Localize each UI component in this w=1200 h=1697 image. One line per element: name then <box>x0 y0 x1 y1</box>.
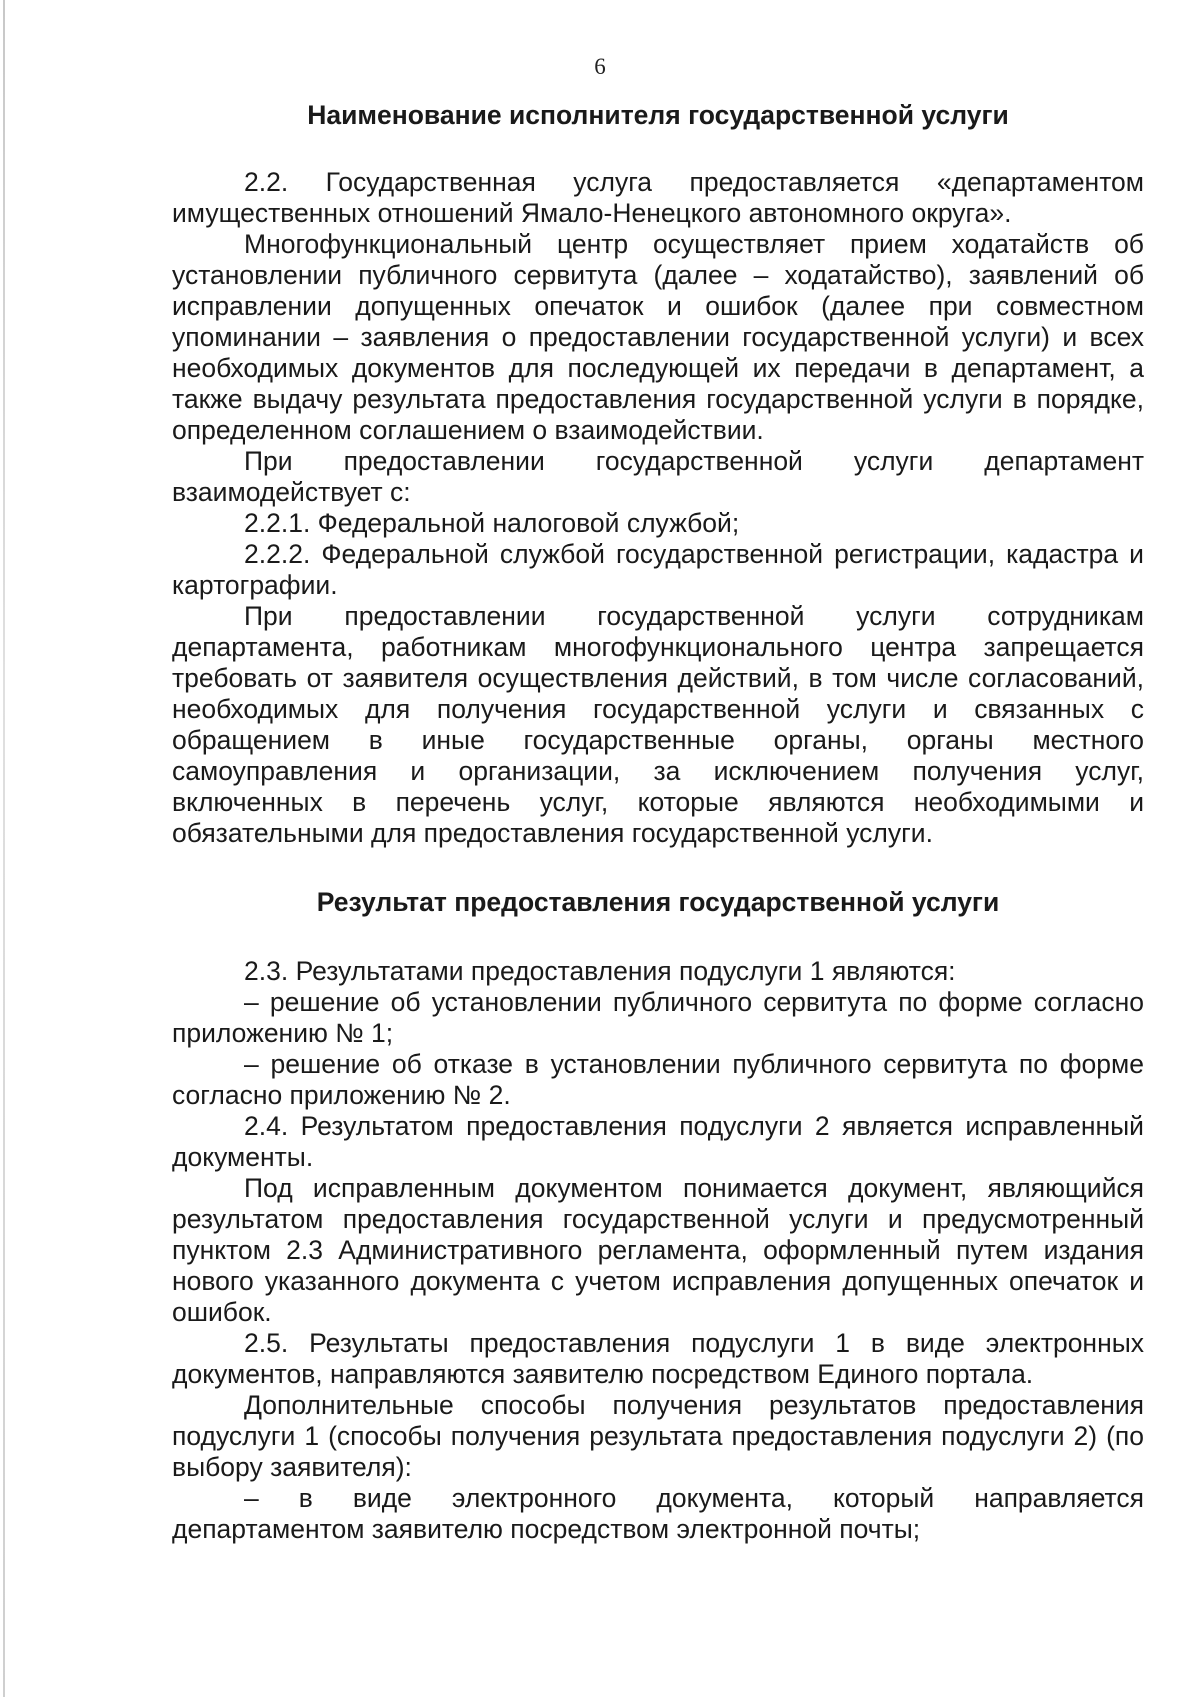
paragraph: Многофункциональный центр осуществляет прием ходатайств об установлении публичного сервитута (далее – ходатайство), заявлений об исправлении допущенных опечаток и ошибок (далее при совместном упоминании – заявления о предоставлении государственной услуги) и всех необходимых документов для последующей их передачи в департамент, а также выдачу результата предоставления государственной услуги в порядке, определенном соглашением о взаимодействии. <box>172 229 1144 445</box>
paragraph: 2.2. Государственная услуга предоставляется «департаментом имущественных отношений Ямало-Ненецкого автономного округа». <box>172 167 1144 228</box>
scan-edge <box>3 0 5 1697</box>
paragraph: 2.2.2. Федеральной службой государственной регистрации, кадастра и картографии. <box>172 539 1144 600</box>
paragraph: 2.4. Результатом предоставления подуслуги 2 является исправленный документы. <box>172 1111 1144 1172</box>
paragraph: 2.3. Результатами предоставления подуслуги 1 являются: <box>244 956 956 986</box>
list-item: – решение об отказе в установлении публичного сервитута по форме согласно приложению № 2. <box>172 1049 1144 1110</box>
document-body <box>172 100 1144 1545</box>
paragraph: Под исправленным документом понимается документ, являющийся результатом предоставления государственной услуги и предусмотренный пунктом 2.3 Административного регламента, оформленный путем издания нового указанного документа с учетом исправления допущенных опечаток и ошибок. <box>172 1173 1144 1327</box>
paragraph: 2.5. Результаты предоставления подуслуги 1 в виде электронных документов, направляются заявителю посредством Единого портала. <box>172 1328 1144 1389</box>
list-item: – в виде электронного документа, который направляется департаментом заявителю посредством электронной почты; <box>172 1483 1144 1544</box>
paragraph: При предоставлении государственной услуги департамент взаимодействует с: <box>172 446 1144 507</box>
paragraph: 2.2.1. Федеральной налоговой службой; <box>244 508 740 538</box>
section-heading-result: Результат предоставления государственной услуги <box>316 887 1000 917</box>
list-item: – решение об установлении публичного сервитута по форме согласно приложению № 1; <box>172 987 1144 1048</box>
section-heading-executor: Наименование исполнителя государственной услуги <box>307 100 1009 130</box>
paragraph: Дополнительные способы получения результатов предоставления подуслуги 1 (способы получения результата предоставления подуслуги 2) (по выбору заявителя): <box>172 1390 1144 1482</box>
paragraph: При предоставлении государственной услуги сотрудникам департамента, работникам многофункционального центра запрещается требовать от заявителя осуществления действий, в том числе согласований, необходимых для получения государственной услуги и связанных с обращением в иные государственные органы, органы местного самоуправления и организации, за исключением получения услуг, включенных в перечень услуг, которые являются необходимыми и обязательными для предоставления государственной услуги. <box>172 601 1144 848</box>
page-number: 6 <box>594 54 606 79</box>
